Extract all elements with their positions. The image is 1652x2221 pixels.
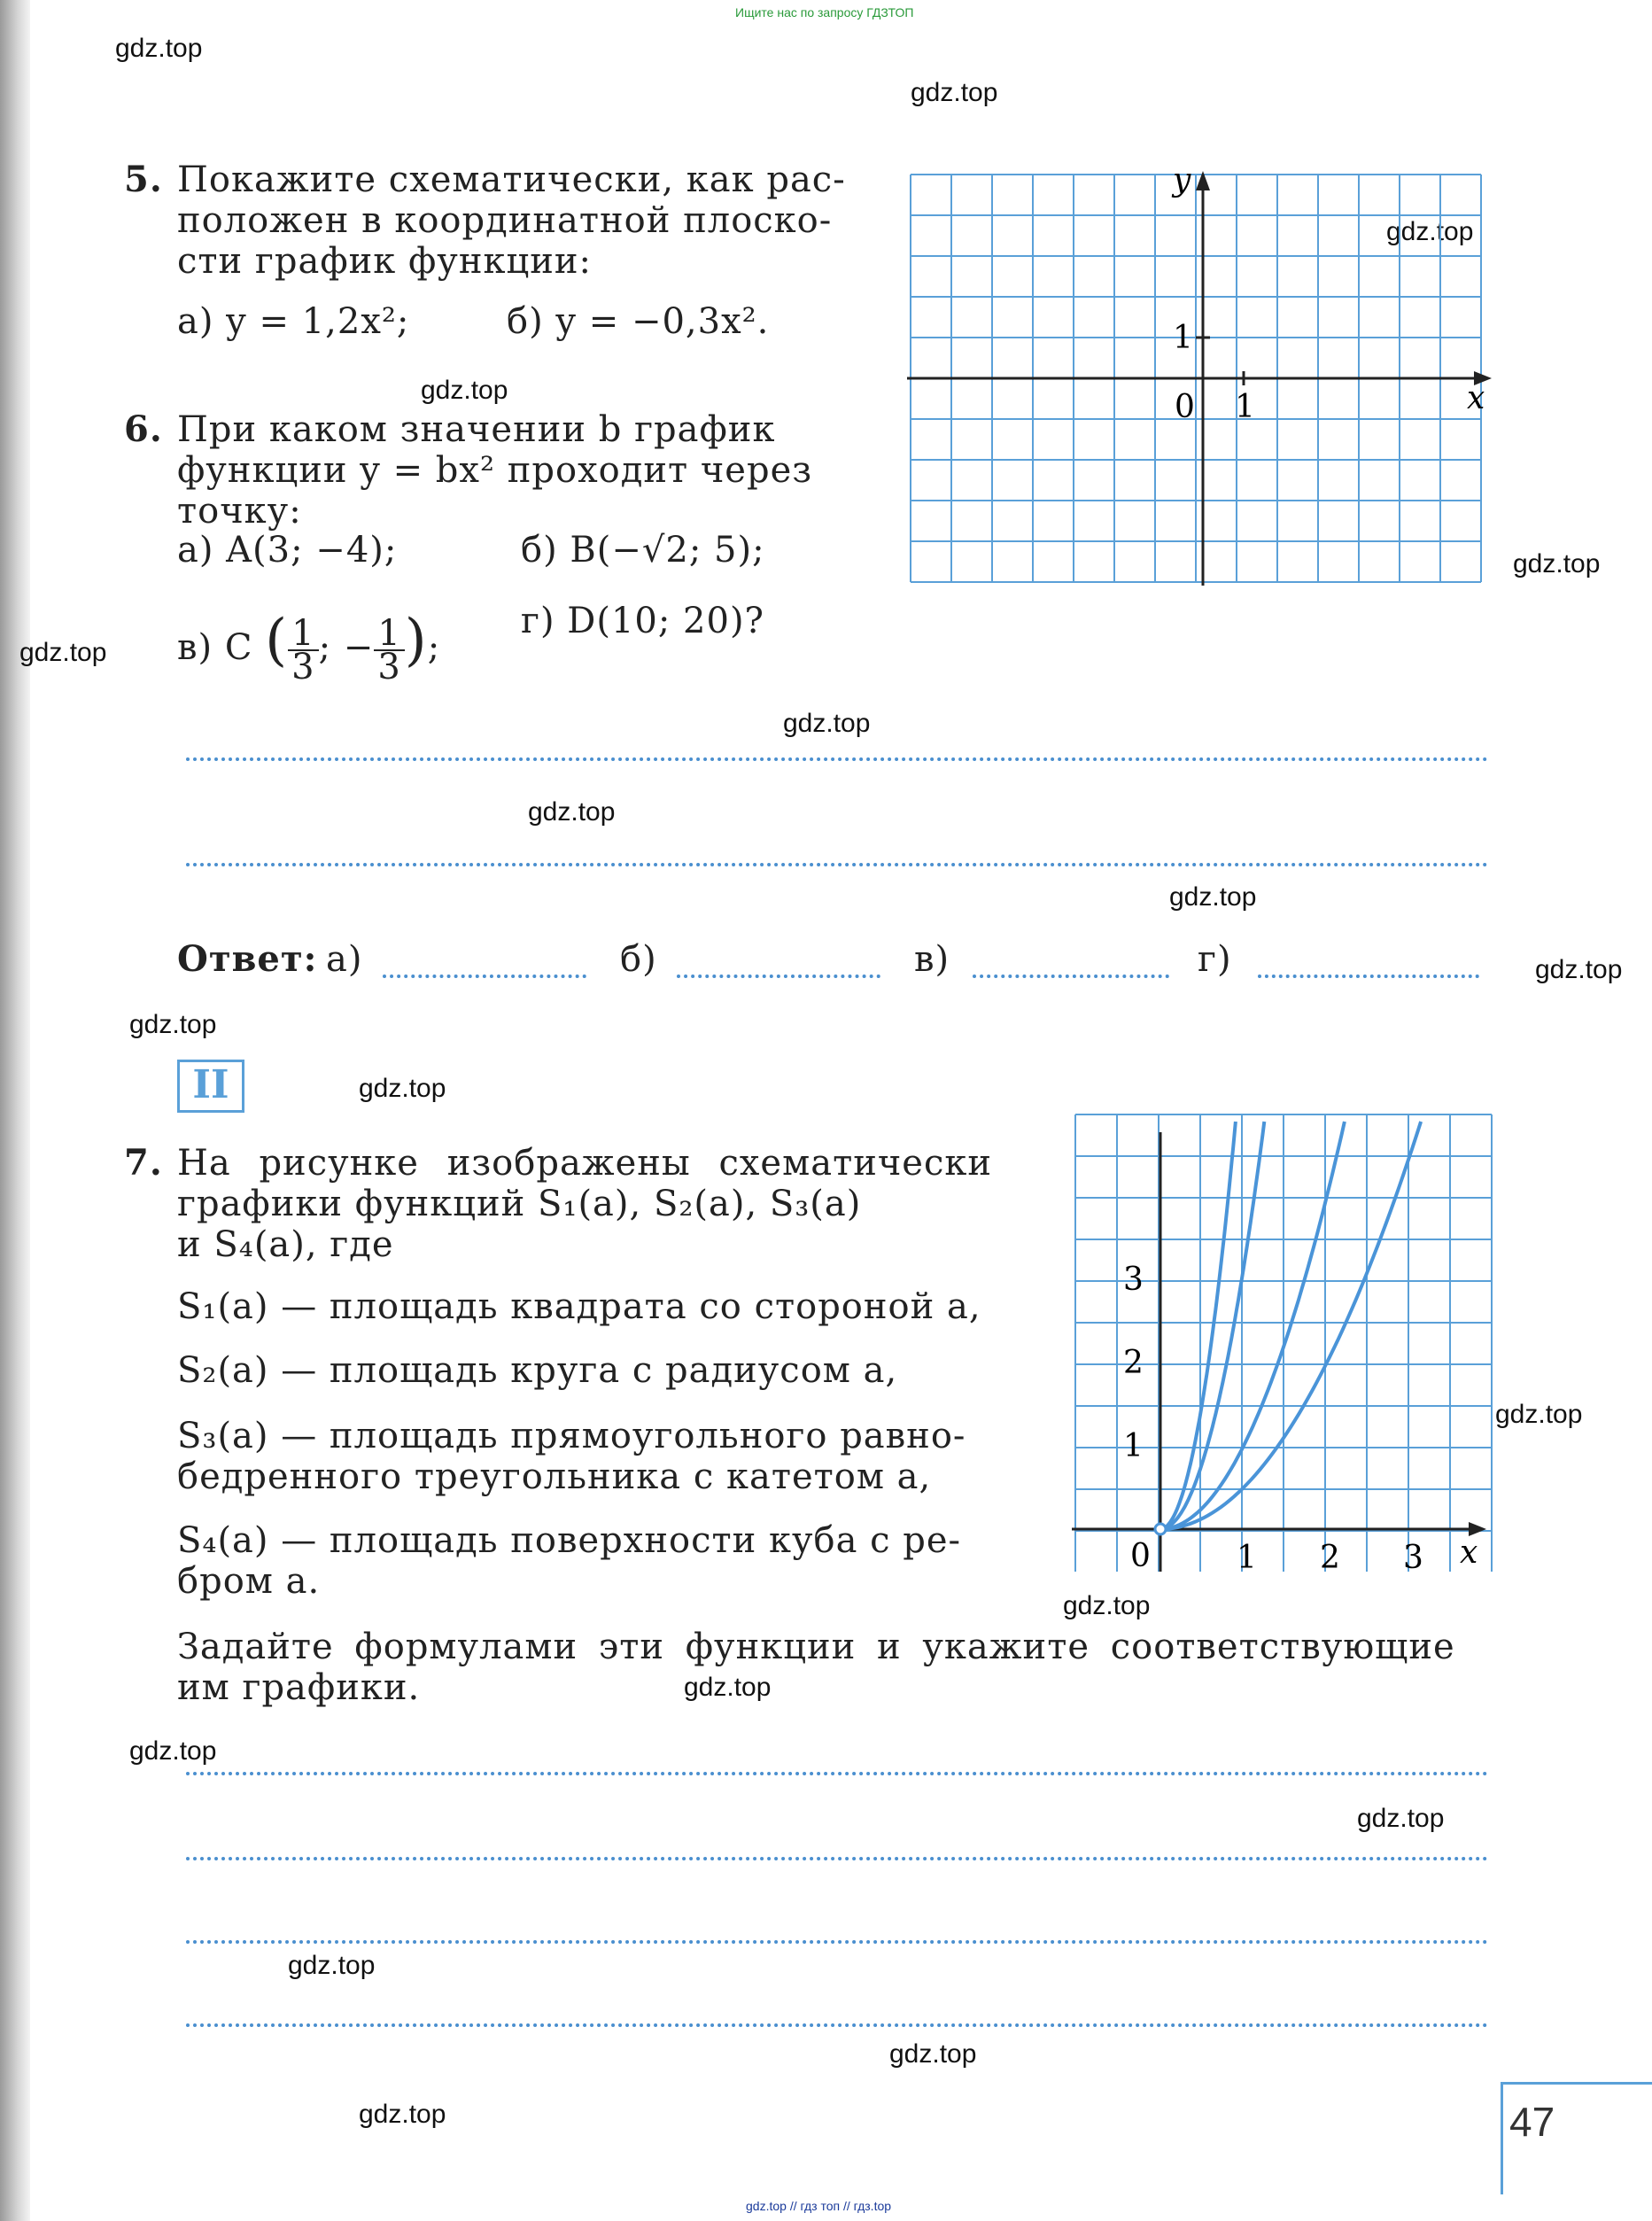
option-c-prefix: в) C	[177, 627, 253, 668]
answer-line[interactable]	[186, 2023, 1488, 2027]
task-7-instruction-2: им графики.	[177, 1667, 421, 1708]
coordinate-grid-graph	[907, 164, 1501, 589]
watermark: gdz.top	[129, 1736, 217, 1766]
task-6-option-c: в) C ( $\frac{1}{3}$ ; − $\frac{1}{3}$ );	[177, 608, 441, 687]
watermark: gdz.top	[684, 1673, 772, 1702]
watermark: gdz.top	[1386, 217, 1474, 246]
watermark: gdz.top	[1063, 1591, 1151, 1620]
answer-c-field[interactable]	[973, 975, 1169, 978]
watermark: gdz.top	[1513, 549, 1601, 579]
x-tick-label: 1	[1235, 389, 1255, 425]
task-6-line-3: точку:	[177, 491, 302, 532]
answer-b-field[interactable]	[677, 975, 880, 978]
x-tick-1: 1	[1237, 1540, 1257, 1575]
answer-a-field[interactable]	[383, 975, 586, 978]
watermark: gdz.top	[1169, 882, 1257, 912]
answer-line[interactable]	[186, 1772, 1488, 1775]
fraction-1: $\frac{1}{3}$	[288, 617, 318, 683]
watermark: gdz.top	[1357, 1804, 1445, 1833]
task-7-line-2: графики функций S₁(a), S₂(a), S₃(a)	[177, 1184, 862, 1224]
task-5-number: 5.	[124, 159, 163, 200]
functions-graph	[1072, 1106, 1497, 1575]
y-tick-1: 1	[1123, 1428, 1144, 1464]
watermark: gdz.top	[115, 34, 203, 63]
answer-line[interactable]	[186, 863, 1488, 866]
task-7-s1: S₁(a) — площадь квадрата со стороной a,	[177, 1286, 981, 1327]
page-number: 47	[1509, 2099, 1555, 2145]
watermark: gdz.top	[288, 1951, 376, 1980]
task-6-number: 6.	[124, 408, 163, 450]
task-7-number: 7.	[124, 1142, 163, 1184]
answer-d-field[interactable]	[1258, 975, 1479, 978]
watermark: gdz.top	[1495, 1400, 1583, 1429]
answer-line[interactable]	[186, 757, 1488, 761]
task-7-s4-line-2: бром a.	[177, 1561, 321, 1602]
y-tick-3: 3	[1123, 1262, 1144, 1298]
answer-c-label: в)	[914, 939, 950, 980]
task-5-line-3: сти график функции:	[177, 241, 593, 282]
section-marker: II	[177, 1060, 244, 1113]
answer-line[interactable]	[186, 1857, 1488, 1860]
origin-point	[1155, 1524, 1166, 1534]
watermark: gdz.top	[1535, 955, 1623, 984]
watermark: gdz.top	[129, 1010, 217, 1039]
answer-line[interactable]	[186, 1940, 1488, 1944]
answer-b-label: б)	[620, 939, 657, 980]
watermark: gdz.top	[911, 78, 998, 107]
task-7-s4-line-1: S₄(a) — площадь поверхности куба с ре-	[177, 1520, 962, 1561]
top-banner: Ищите нас по запросу ГДЗТОП	[735, 5, 914, 19]
watermark: gdz.top	[359, 1074, 446, 1103]
origin-label: 0	[1175, 389, 1195, 425]
curve-s4	[1160, 1122, 1236, 1529]
page-binding-shadow	[0, 0, 30, 2221]
watermark: gdz.top	[359, 2100, 446, 2129]
task-5-line-1: Покажите схематически, как рас-	[177, 159, 846, 200]
origin-label: 0	[1130, 1538, 1151, 1574]
watermark: gdz.top	[783, 709, 871, 738]
task-6-option-a: а) A(3; −4);	[177, 530, 398, 571]
watermark: gdz.top	[19, 638, 107, 667]
task-6-option-d: г) D(10; 20)?	[521, 601, 764, 641]
watermark: gdz.top	[889, 2039, 977, 2069]
task-7-line-3: и S₄(a), где	[177, 1224, 394, 1265]
task-6-option-b: б) B(−√2; 5);	[521, 530, 765, 571]
watermark: gdz.top	[528, 797, 616, 827]
answer-d-label: г)	[1198, 939, 1232, 980]
x-tick-2: 2	[1320, 1540, 1340, 1575]
task-7-s2: S₂(a) — площадь круга с радиусом a,	[177, 1350, 898, 1391]
x-axis-label: x	[1467, 380, 1485, 416]
y-axis-label: y	[1173, 164, 1191, 198]
x-tick-3: 3	[1403, 1540, 1423, 1575]
task-7-instruction-1: Задайте формулами эти функции и укажите соответствующие	[177, 1627, 1455, 1667]
task-7-line-1: На рисунке изображены схематически	[177, 1143, 993, 1184]
watermark: gdz.top	[421, 376, 508, 405]
x-axis-label: x	[1460, 1534, 1478, 1571]
task-6-line-1: При каком значении b график	[177, 409, 776, 450]
fraction-2: $\frac{1}{3}$	[374, 617, 404, 683]
task-5-line-2: положен в координатной плоско-	[177, 200, 833, 241]
task-7-s3-line-2: бедренного треугольника с катетом a,	[177, 1456, 932, 1497]
y-tick-label: 1	[1173, 320, 1193, 356]
footer-text: gdz.top // гдз топ // гдз.top	[746, 2199, 892, 2213]
answer-a-label: а)	[326, 939, 363, 980]
task-7-s3-line-1: S₃(a) — площадь прямоугольного равно-	[177, 1416, 966, 1456]
y-tick-2: 2	[1123, 1345, 1144, 1381]
task-5-option-a: а) y = 1,2x²;	[177, 301, 410, 342]
answer-label: Ответ:	[177, 938, 318, 980]
task-5-option-b: б) y = −0,3x².	[507, 301, 770, 342]
task-6-line-2: функции y = bx² проходит через	[177, 450, 813, 491]
